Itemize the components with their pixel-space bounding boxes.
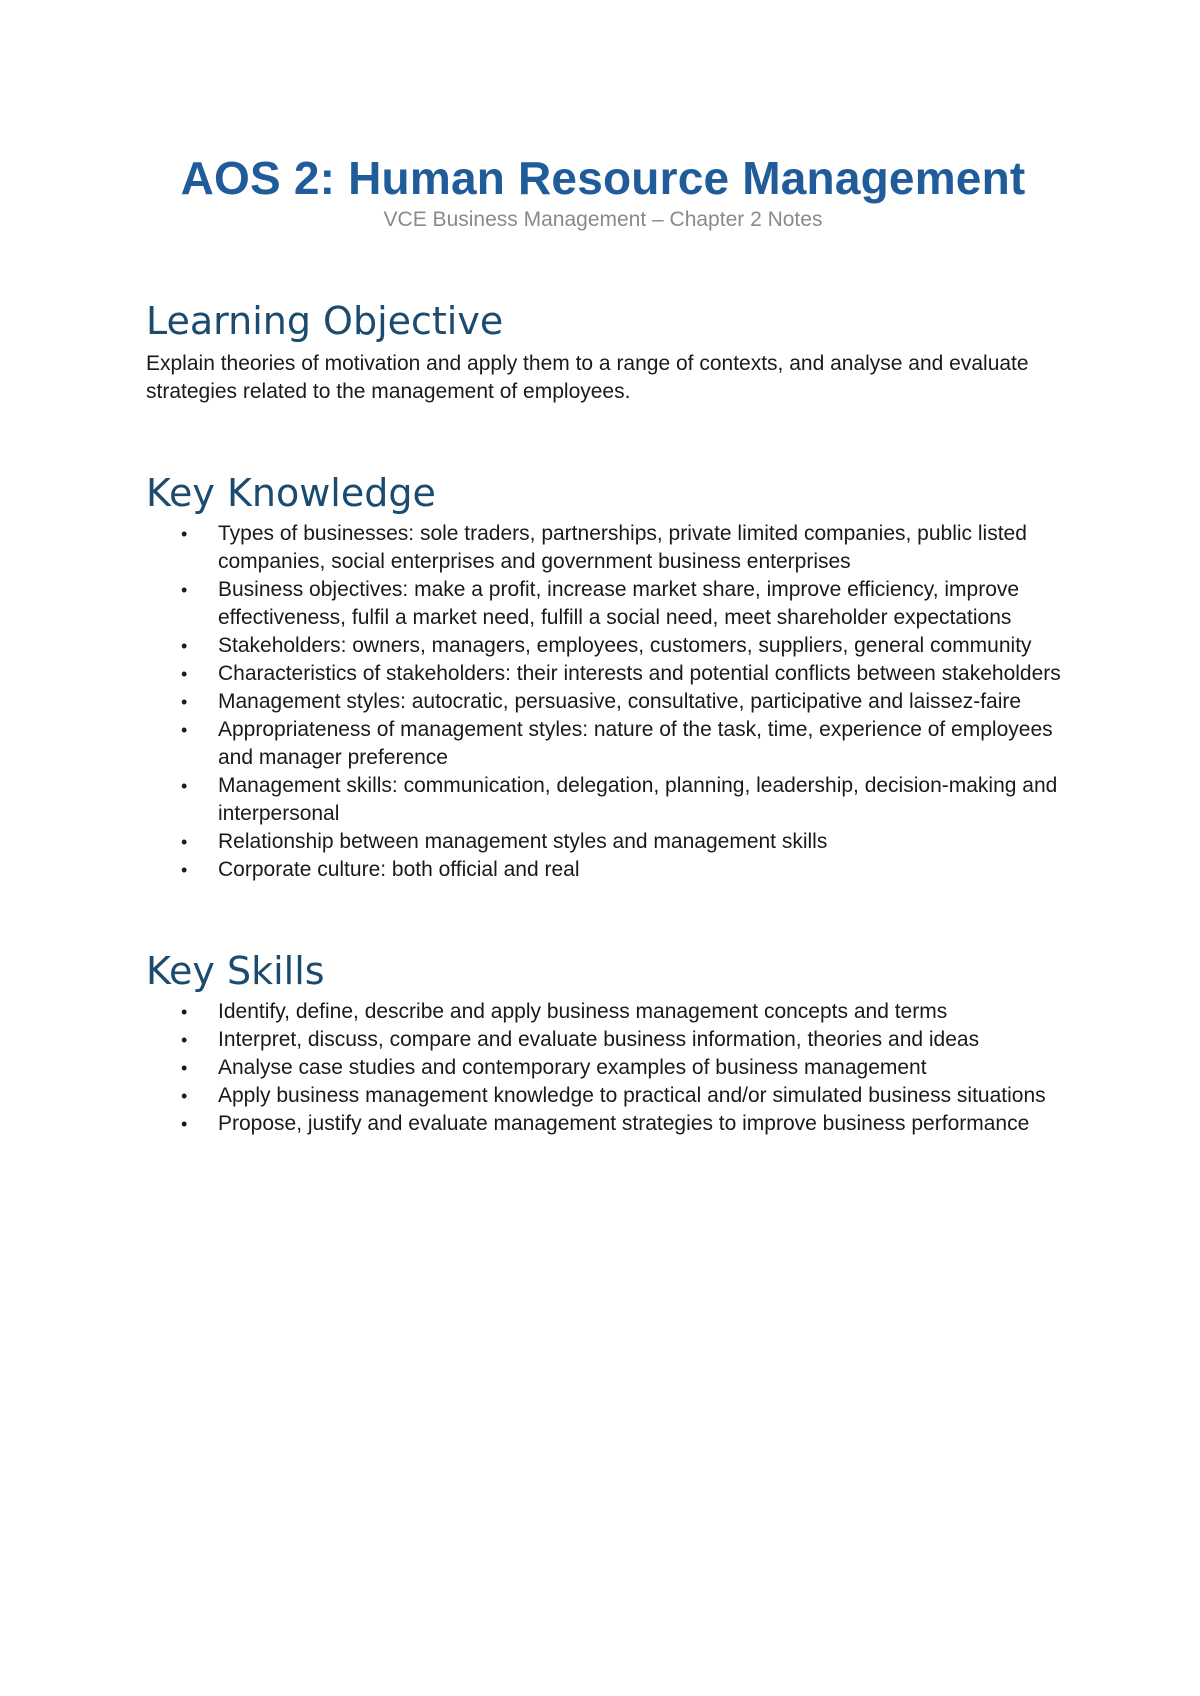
list-item — [181, 998, 1078, 1026]
learning-objective-section — [146, 298, 1060, 406]
key-knowledge-heading: Key Knowledge — [146, 471, 436, 515]
list-item-text: Appropriateness of management styles: nature of the task, time, experience of employees and manager preference — [218, 718, 1053, 769]
list-item — [181, 688, 1078, 716]
list-item-text: Types of businesses: sole traders, partnerships, private limited companies, public listed companies, social enterprises and government business enterprises — [218, 522, 1027, 573]
list-item-text: Analyse case studies and contemporary examples of business management — [218, 1056, 927, 1079]
key-skills-heading: Key Skills — [146, 949, 325, 993]
document-subtitle: VCE Business Management – Chapter 2 Notes — [383, 208, 823, 231]
list-item-text: Characteristics of stakeholders: their interests and potential conflicts between stakeholders — [218, 662, 1061, 685]
list-item-text: Interpret, discuss, compare and evaluate business information, theories and ideas — [218, 1028, 980, 1051]
bullet-icon: • — [181, 720, 188, 740]
list-item-text: Business objectives: make a profit, increase market share, improve efficiency, improve effectiveness, fulfil a market need, fulfill a social need, meet shareholder expectations — [218, 578, 1020, 629]
bullet-icon: • — [181, 636, 188, 656]
key-skills-list — [146, 998, 1078, 1138]
bullet-icon: • — [181, 664, 188, 684]
bullet-icon: • — [181, 776, 188, 796]
bullet-icon: • — [181, 1086, 188, 1106]
list-item-text: Stakeholders: owners, managers, employees, customers, suppliers, general community — [218, 634, 1032, 657]
list-item-text: Apply business management knowledge to practical and/or simulated business situations — [218, 1084, 1046, 1107]
key-knowledge-section — [146, 470, 1060, 884]
document-title: AOS 2: Human Resource Management — [180, 152, 1026, 204]
list-item — [181, 1054, 1078, 1082]
list-item — [181, 716, 1078, 772]
list-item-text: Identify, define, describe and apply business management concepts and terms — [218, 1000, 948, 1023]
bullet-icon: • — [181, 832, 188, 852]
list-item-text: Management skills: communication, delegation, planning, leadership, decision-making and interpersonal — [218, 774, 1058, 825]
list-item — [181, 828, 1078, 856]
bullet-icon: • — [181, 860, 188, 880]
bullet-icon: • — [181, 1002, 188, 1022]
list-item-text: Relationship between management styles and management skills — [218, 830, 828, 853]
learning-objective-heading: Learning Objective — [146, 299, 504, 343]
bullet-icon: • — [181, 580, 188, 600]
list-item-text: Management styles: autocratic, persuasive, consultative, participative and laissez-faire — [218, 690, 1022, 713]
list-item — [181, 856, 1078, 884]
list-item — [181, 576, 1078, 632]
list-item — [181, 1026, 1078, 1054]
list-item — [181, 660, 1078, 688]
list-item-text: Corporate culture: both official and real — [218, 858, 580, 881]
bullet-icon: • — [181, 1058, 188, 1078]
list-item — [181, 1082, 1078, 1110]
bullet-icon: • — [181, 692, 188, 712]
list-item-text: Propose, justify and evaluate management strategies to improve business performance — [218, 1112, 1030, 1135]
bullet-icon: • — [181, 1030, 188, 1050]
key-skills-section — [146, 948, 1060, 1138]
bullet-icon: • — [181, 1114, 188, 1134]
learning-objective-text: Explain theories of motivation and apply them to a range of contexts, and analyse and evaluate strategies related to the management of employees. — [146, 352, 1029, 403]
list-item — [181, 520, 1078, 576]
list-item — [181, 632, 1078, 660]
list-item — [181, 1110, 1078, 1138]
bullet-icon: • — [181, 524, 188, 544]
list-item — [181, 772, 1078, 828]
key-knowledge-list — [146, 520, 1078, 884]
